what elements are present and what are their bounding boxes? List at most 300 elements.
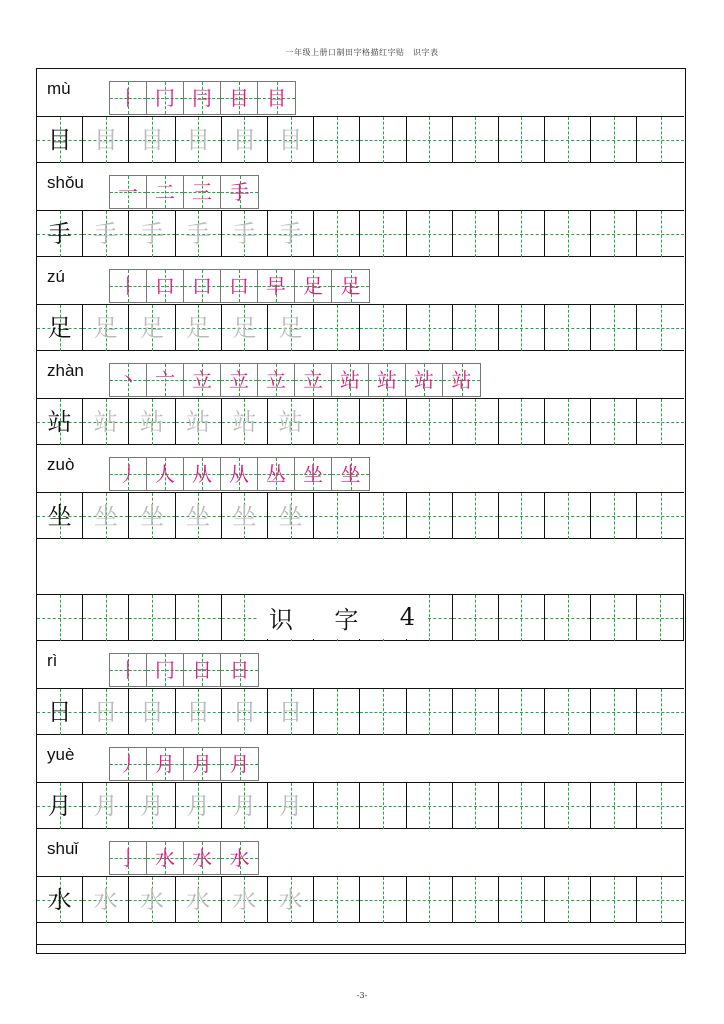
grid-cell[interactable]	[268, 305, 314, 351]
grid-cell[interactable]	[83, 117, 129, 163]
guide-line	[499, 516, 544, 517]
grid-cell[interactable]	[453, 399, 499, 445]
grid-cell[interactable]	[499, 877, 545, 923]
stroke-order-boxes	[109, 81, 296, 115]
grid-cell[interactable]	[222, 399, 268, 445]
guide-line	[499, 234, 544, 235]
grid-cell[interactable]	[268, 783, 314, 829]
grid-cell[interactable]	[407, 493, 453, 539]
grid-cell[interactable]	[453, 689, 499, 735]
stroke-glyph: 口	[192, 274, 212, 298]
guide-line	[637, 516, 683, 517]
guide-line	[499, 422, 544, 423]
grid-cell[interactable]	[407, 399, 453, 445]
grid-cell[interactable]	[407, 877, 453, 923]
guide-line	[360, 140, 405, 141]
guide-line	[453, 422, 498, 423]
stroke-box	[147, 270, 184, 302]
grid-cell[interactable]	[360, 877, 406, 923]
trace-character: 日	[93, 698, 118, 726]
grid-cell[interactable]	[360, 399, 406, 445]
writing-grid-row	[37, 493, 684, 539]
guide-line	[314, 900, 359, 901]
guide-line	[360, 422, 405, 423]
stroke-glyph: 目	[266, 86, 287, 110]
trace-character: 站	[93, 408, 118, 436]
model-character: 足	[47, 314, 72, 342]
stroke-glyph: 水	[155, 846, 175, 870]
stroke-glyph: 日	[229, 658, 250, 682]
lesson-title-part: 4	[399, 603, 415, 631]
grid-cell[interactable]	[129, 689, 175, 735]
guide-line	[407, 806, 452, 807]
grid-cell[interactable]	[499, 305, 545, 351]
stroke-order-boxes	[109, 363, 481, 397]
grid-cell[interactable]	[314, 399, 360, 445]
trace-character: 水	[93, 886, 118, 914]
stroke-box	[295, 458, 332, 490]
writing-grid-row	[37, 399, 684, 445]
guide-line	[637, 140, 683, 141]
page-header: 一年级上册口制田字格描红字贴 识字表	[285, 48, 439, 57]
grid-cell[interactable]	[176, 493, 222, 539]
stroke-glyph: 二	[155, 180, 175, 204]
grid-cell[interactable]	[453, 877, 499, 923]
grid-cell[interactable]	[314, 783, 360, 829]
grid-cell[interactable]	[591, 783, 637, 829]
trace-character: 目	[232, 126, 257, 154]
grid-cell[interactable]	[499, 689, 545, 735]
grid-cell[interactable]	[129, 783, 175, 829]
stroke-glyph: 冂	[155, 658, 175, 682]
grid-cell[interactable]	[268, 117, 314, 163]
guide-line	[360, 712, 405, 713]
writing-grid-row	[37, 117, 684, 163]
stroke-glyph: 丿	[118, 462, 138, 486]
trace-character: 站	[278, 408, 303, 436]
guide-line	[407, 234, 452, 235]
grid-cell	[637, 595, 683, 641]
stroke-box	[221, 176, 258, 208]
guide-line	[360, 900, 405, 901]
grid-cell[interactable]	[176, 305, 222, 351]
grid-cell[interactable]	[637, 877, 683, 923]
grid-cell[interactable]	[637, 399, 683, 445]
stroke-glyph: 从	[192, 462, 212, 486]
grid-cell[interactable]	[222, 117, 268, 163]
trace-character: 目	[186, 126, 211, 154]
trace-character: 水	[139, 886, 164, 914]
stroke-box	[332, 458, 369, 490]
grid-cell[interactable]	[499, 117, 545, 163]
grid-cell[interactable]	[176, 877, 222, 923]
guide-line	[499, 328, 544, 329]
model-character: 手	[47, 220, 72, 248]
stroke-glyph: 坐	[340, 462, 361, 486]
stroke-order-boxes	[109, 747, 259, 781]
grid-cell[interactable]	[268, 689, 314, 735]
stroke-box	[332, 364, 369, 396]
grid-cell[interactable]	[222, 211, 268, 257]
guide-line	[591, 328, 636, 329]
grid-cell[interactable]	[314, 877, 360, 923]
guide-line	[407, 516, 452, 517]
guide-line	[545, 140, 590, 141]
pinyin-row	[37, 829, 684, 877]
page-number: -3-	[356, 991, 368, 1000]
blank-row	[37, 539, 684, 595]
guide-line	[637, 618, 682, 619]
trace-character: 坐	[232, 502, 257, 530]
trace-character: 月	[93, 792, 118, 820]
grid-cell[interactable]	[591, 117, 637, 163]
grid-cell[interactable]	[545, 877, 591, 923]
writing-grid-row	[37, 783, 684, 829]
grid-cell	[83, 595, 129, 641]
grid-cell[interactable]	[314, 211, 360, 257]
stroke-box	[110, 654, 147, 686]
grid-cell[interactable]	[499, 399, 545, 445]
grid-cell[interactable]	[37, 211, 83, 257]
stroke-box	[258, 270, 295, 302]
stroke-box	[184, 176, 221, 208]
guide-line	[314, 422, 359, 423]
stroke-glyph: 水	[192, 846, 212, 870]
stroke-order-boxes	[109, 841, 259, 875]
grid-cell[interactable]	[360, 689, 406, 735]
grid-cell[interactable]	[314, 689, 360, 735]
stroke-box	[406, 364, 443, 396]
guide-line	[545, 422, 590, 423]
grid-cell[interactable]	[360, 211, 406, 257]
model-character: 坐	[47, 502, 72, 530]
grid-cell[interactable]	[314, 305, 360, 351]
grid-cell[interactable]	[453, 783, 499, 829]
stroke-box	[184, 270, 221, 302]
grid-cell[interactable]	[545, 211, 591, 257]
stroke-box	[147, 654, 184, 686]
pinyin-row	[37, 351, 684, 399]
stroke-glyph: 丛	[266, 462, 286, 486]
stroke-box	[221, 82, 258, 114]
trace-character: 手	[93, 220, 118, 248]
bottom-rule	[36, 944, 686, 945]
stroke-box	[221, 748, 258, 780]
grid-cell[interactable]	[545, 493, 591, 539]
grid-cell[interactable]	[83, 305, 129, 351]
stroke-order-boxes	[109, 269, 370, 303]
trace-character: 手	[139, 220, 164, 248]
guide-line	[314, 140, 359, 141]
stroke-glyph: 月	[155, 752, 175, 776]
pinyin-label: yuè	[47, 745, 75, 764]
grid-cell	[176, 595, 222, 641]
stroke-box	[147, 364, 184, 396]
guide-line	[591, 422, 636, 423]
grid-cell[interactable]	[360, 493, 406, 539]
stroke-box	[147, 176, 184, 208]
stroke-box	[258, 364, 295, 396]
grid-cell[interactable]	[37, 305, 83, 351]
grid-cell[interactable]	[360, 783, 406, 829]
grid-cell[interactable]	[222, 877, 268, 923]
trace-character: 日	[278, 698, 303, 726]
guide-line	[453, 328, 498, 329]
guide-line	[360, 806, 405, 807]
guide-line	[314, 328, 359, 329]
grid-cell[interactable]	[407, 211, 453, 257]
grid-cell[interactable]	[545, 783, 591, 829]
guide-line	[407, 328, 452, 329]
pinyin-label: zú	[47, 267, 65, 286]
stroke-box	[332, 270, 369, 302]
grid-cell[interactable]	[360, 117, 406, 163]
trace-character: 足	[186, 314, 211, 342]
trace-character: 站	[232, 408, 257, 436]
stroke-glyph: 口	[229, 274, 249, 298]
grid-cell[interactable]	[37, 493, 83, 539]
grid-cell[interactable]	[37, 783, 83, 829]
grid-cell[interactable]	[499, 783, 545, 829]
stroke-box	[110, 458, 147, 490]
guide-line	[360, 234, 405, 235]
stroke-glyph: 人	[155, 462, 175, 486]
grid-cell[interactable]	[637, 211, 683, 257]
guide-line	[545, 900, 590, 901]
grid-cell[interactable]	[129, 399, 175, 445]
grid-cell[interactable]	[222, 783, 268, 829]
stroke-glyph: 立	[192, 368, 212, 392]
grid-cell[interactable]	[360, 305, 406, 351]
grid-cell[interactable]	[176, 117, 222, 163]
grid-cell[interactable]	[268, 211, 314, 257]
grid-cell[interactable]	[37, 877, 83, 923]
stroke-box	[147, 458, 184, 490]
writing-grid-row	[37, 305, 684, 351]
trace-character: 月	[186, 792, 211, 820]
model-character: 月	[47, 792, 72, 820]
stroke-box	[295, 270, 332, 302]
grid-cell[interactable]	[637, 783, 683, 829]
pinyin-label: zhàn	[47, 361, 84, 380]
grid-cell[interactable]	[637, 493, 683, 539]
grid-cell[interactable]	[545, 305, 591, 351]
grid-cell[interactable]	[453, 117, 499, 163]
stroke-box	[258, 458, 295, 490]
stroke-glyph: 坐	[303, 462, 323, 486]
stroke-box	[221, 458, 258, 490]
grid-cell	[37, 595, 83, 641]
guide-line	[129, 618, 174, 619]
stroke-glyph: 站	[451, 368, 472, 392]
trace-character: 目	[93, 126, 118, 154]
grid-cell[interactable]	[83, 493, 129, 539]
stroke-box	[184, 654, 221, 686]
lesson-title-part: 字	[334, 605, 359, 634]
grid-cell[interactable]	[176, 211, 222, 257]
grid-cell	[591, 595, 637, 641]
grid-cell[interactable]	[591, 399, 637, 445]
grid-cell[interactable]	[222, 493, 268, 539]
trace-character: 手	[186, 220, 211, 248]
grid-cell[interactable]	[129, 305, 175, 351]
lesson-title-part: 识	[269, 605, 293, 634]
grid-cell[interactable]	[176, 689, 222, 735]
grid-cell[interactable]	[453, 211, 499, 257]
grid-cell[interactable]	[176, 399, 222, 445]
guide-line	[83, 618, 128, 619]
grid-cell[interactable]	[453, 305, 499, 351]
grid-cell[interactable]	[545, 117, 591, 163]
grid-cell[interactable]	[314, 117, 360, 163]
grid-cell[interactable]	[407, 689, 453, 735]
grid-cell	[545, 595, 591, 641]
guide-line	[591, 712, 636, 713]
stroke-box	[295, 364, 332, 396]
stroke-glyph: 足	[340, 274, 361, 298]
guide-line	[407, 140, 452, 141]
stroke-glyph: 早	[266, 274, 286, 298]
grid-cell[interactable]	[83, 689, 129, 735]
guide-line	[637, 422, 683, 423]
guide-line	[453, 618, 498, 619]
grid-cell[interactable]	[407, 117, 453, 163]
stroke-box	[221, 270, 258, 302]
guide-line	[545, 806, 590, 807]
stroke-glyph: 立	[266, 368, 286, 392]
stroke-box	[221, 842, 258, 874]
grid-cell[interactable]	[499, 493, 545, 539]
trace-character: 站	[139, 408, 164, 436]
grid-cell[interactable]	[129, 211, 175, 257]
grid-cell[interactable]	[222, 305, 268, 351]
grid-cell[interactable]	[37, 689, 83, 735]
model-character: 水	[47, 886, 72, 914]
stroke-box	[110, 842, 147, 874]
trace-character: 手	[278, 220, 303, 248]
guide-line	[314, 516, 359, 517]
guide-line	[407, 712, 452, 713]
trace-character: 站	[186, 408, 211, 436]
grid-cell[interactable]	[591, 689, 637, 735]
stroke-order-boxes	[109, 175, 259, 209]
lesson-title	[257, 595, 427, 639]
grid-cell[interactable]	[637, 689, 683, 735]
stroke-box	[221, 364, 258, 396]
grid-cell[interactable]	[129, 117, 175, 163]
trace-character: 坐	[278, 502, 303, 530]
guide-line	[453, 140, 498, 141]
stroke-glyph: 足	[303, 274, 323, 298]
grid-cell[interactable]	[268, 399, 314, 445]
stroke-glyph: 水	[229, 846, 250, 870]
guide-line	[407, 900, 452, 901]
guide-line	[453, 900, 498, 901]
grid-cell[interactable]	[637, 117, 683, 163]
trace-character: 坐	[93, 502, 118, 530]
lesson-title-row	[37, 595, 684, 641]
writing-grid-row	[37, 877, 684, 923]
stroke-glyph: 站	[414, 368, 434, 392]
grid-cell[interactable]	[591, 211, 637, 257]
guide-line	[360, 516, 405, 517]
grid-cell[interactable]	[83, 399, 129, 445]
grid-cell[interactable]	[591, 877, 637, 923]
trace-character: 月	[139, 792, 164, 820]
guide-line	[545, 328, 590, 329]
stroke-glyph: 立	[229, 368, 249, 392]
grid-cell[interactable]	[83, 783, 129, 829]
grid-cell[interactable]	[129, 877, 175, 923]
grid-cell[interactable]	[453, 493, 499, 539]
pinyin-label: mù	[47, 79, 71, 98]
stroke-glyph: 月	[192, 752, 212, 776]
guide-line	[591, 806, 636, 807]
guide-line	[591, 516, 636, 517]
guide-line	[499, 618, 544, 619]
trace-character: 足	[93, 314, 118, 342]
guide-line	[407, 422, 452, 423]
grid-cell[interactable]	[407, 305, 453, 351]
stroke-glyph: 丨	[118, 658, 138, 682]
stroke-box	[147, 842, 184, 874]
pinyin-row	[37, 163, 684, 211]
stroke-box	[110, 82, 147, 114]
stroke-glyph: 一	[118, 180, 138, 204]
pinyin-label: shuǐ	[47, 839, 79, 858]
grid-cell[interactable]	[83, 211, 129, 257]
trace-character: 水	[186, 886, 211, 914]
grid-cell[interactable]	[268, 877, 314, 923]
grid-cell[interactable]	[83, 877, 129, 923]
stroke-glyph: 从	[229, 462, 249, 486]
guide-line	[591, 234, 636, 235]
guide-line	[360, 328, 405, 329]
guide-line	[314, 712, 359, 713]
grid-cell[interactable]	[268, 493, 314, 539]
grid-cell	[499, 595, 545, 641]
grid-cell[interactable]	[314, 493, 360, 539]
grid-cell[interactable]	[222, 689, 268, 735]
stroke-glyph: 亠	[155, 368, 175, 392]
stroke-box	[184, 458, 221, 490]
grid-cell[interactable]	[407, 783, 453, 829]
grid-cell[interactable]	[591, 305, 637, 351]
grid-cell[interactable]	[499, 211, 545, 257]
stroke-glyph: 丿	[118, 752, 138, 776]
guide-line	[314, 234, 359, 235]
stroke-order-boxes	[109, 653, 259, 687]
stroke-box	[184, 364, 221, 396]
grid-cell[interactable]	[637, 305, 683, 351]
pinyin-label: rì	[47, 651, 58, 670]
grid-cell[interactable]	[545, 689, 591, 735]
grid-cell[interactable]	[37, 399, 83, 445]
grid-cell[interactable]	[545, 399, 591, 445]
grid-cell[interactable]	[591, 493, 637, 539]
pinyin-label: zuò	[47, 455, 75, 474]
trace-character: 日	[232, 698, 257, 726]
grid-cell[interactable]	[37, 117, 83, 163]
grid-cell[interactable]	[176, 783, 222, 829]
stroke-box	[258, 82, 295, 114]
writing-grid-row	[37, 211, 684, 257]
trace-character: 手	[232, 220, 257, 248]
stroke-box	[443, 364, 480, 396]
grid-cell[interactable]	[129, 493, 175, 539]
stroke-box	[184, 842, 221, 874]
guide-line	[499, 900, 544, 901]
